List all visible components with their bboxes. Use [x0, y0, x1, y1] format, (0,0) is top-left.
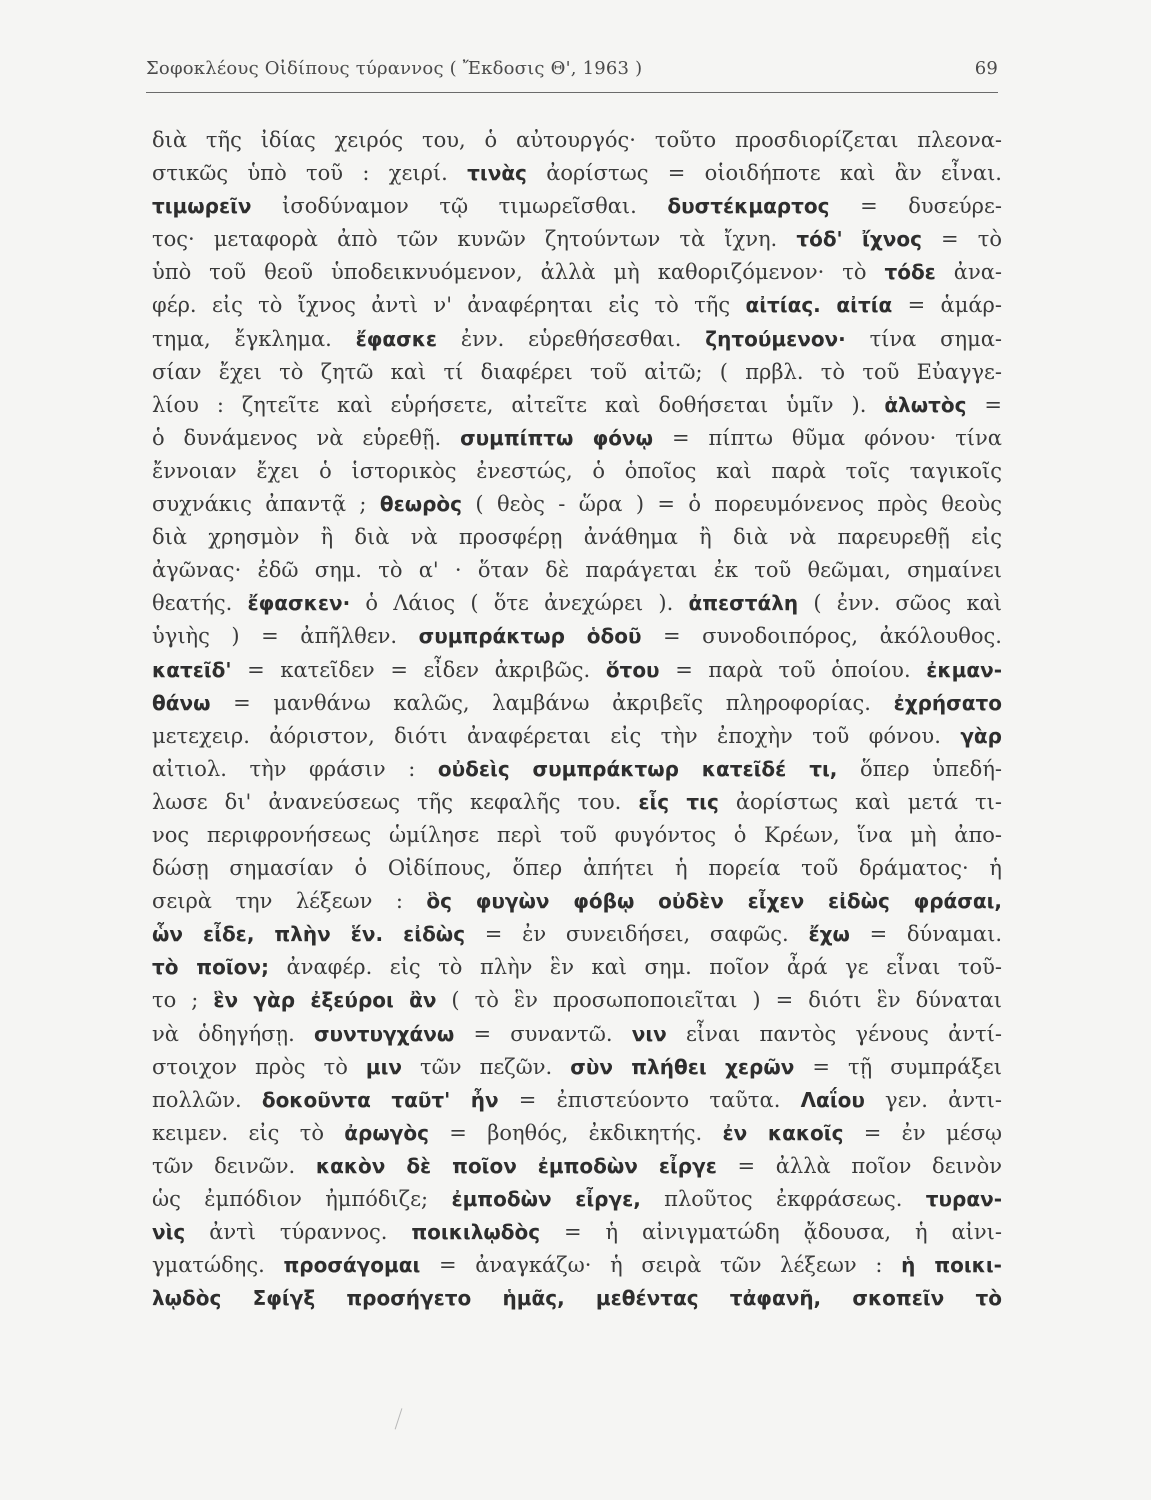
gloss-text: θεατής. — [152, 591, 248, 616]
text-line — [152, 1249, 1002, 1282]
gloss-text: αἰτιολ. τὴν φράσιν : — [152, 756, 438, 781]
gloss-text: = πίπτω θῦμα φόνου· τίνα — [653, 425, 1002, 450]
gloss-text: συχνάκις ἀπαντᾷ ; — [152, 492, 380, 517]
lemma-term: συμπίπτω φόνῳ — [460, 425, 654, 450]
header-rule — [146, 92, 998, 93]
lemma-term: ζητούμενον· — [705, 326, 846, 351]
gloss-text: ὡς ἐμπόδιον ἠμπόδιζε; — [152, 1187, 452, 1211]
lemma-term: κακὸν δὲ ποῖον ἐμποδὼν εἶργε — [315, 1153, 717, 1178]
gloss-text: τῶν δεινῶν. — [152, 1153, 316, 1178]
text-line — [152, 951, 1002, 984]
lemma-term: τόδ' ἴχνος — [796, 227, 922, 252]
lemma-term: σὺν πλήθει χερῶν — [570, 1054, 795, 1079]
lemma-term: δυστέκμαρτος — [667, 194, 830, 219]
text-line — [152, 554, 1002, 587]
gloss-text: στοιχον πρὸς τὸ — [152, 1054, 366, 1079]
gloss-text: = ἡ αἰνιγματώδη ᾄδουσα, ἡ αἰνι- — [540, 1220, 1002, 1245]
text-line — [152, 157, 1002, 190]
text-line — [152, 852, 1002, 885]
text-line — [152, 1084, 1002, 1117]
text-line — [152, 1018, 1002, 1051]
gloss-text: πολλῶν. — [152, 1087, 262, 1112]
gloss-text: = μανθάνω καλῶς, λαμβάνω ἀκριβεῖς πληροφορίας. — [210, 690, 894, 715]
lemma-term: ποικιλῳδὸς — [411, 1220, 541, 1245]
gloss-text: ἀγῶνας· ἐδῶ σημ. τὸ α' · ὅταν δὲ παράγεται ἐκ τοῦ θεῶμαι, σημαίνει — [152, 558, 1002, 583]
gloss-text: το ; — [152, 988, 214, 1013]
gloss-text: ( τὸ ἓν προσωποποιεῖται ) = διότι ἓν δύναται — [436, 988, 1002, 1013]
lemma-term: ἔφασκεν· — [247, 591, 351, 616]
lemma-term: μιν — [365, 1054, 403, 1079]
gloss-text: κειμεν. εἰς τὸ — [152, 1120, 345, 1145]
gloss-text: νὰ ὁδηγήσῃ. — [152, 1021, 314, 1046]
text-line — [152, 1051, 1002, 1084]
text-line — [152, 1216, 1002, 1249]
lemma-term: συμπράκτωρ ὁδοῦ — [418, 624, 642, 649]
text-line — [152, 289, 1002, 322]
lemma-term: ἐχρήσατο — [893, 690, 1002, 715]
lemma-term: ὃς φυγὼν φόβῳ οὐδὲν εἶχεν εἰδὼς φράσαι, — [426, 889, 1002, 914]
gloss-text: διὰ χρησμὸν ἢ διὰ νὰ προσφέρῃ ἀνάθημα ἢ διὰ νὰ παρευρεθῇ εἰς — [152, 525, 1002, 550]
gloss-text: ὑπὸ τοῦ θεοῦ ὑποδεικνυόμενον, ἀλλὰ μὴ καθοριζόμενον· τὸ — [152, 260, 885, 285]
lemma-term: ἔχω — [808, 922, 850, 947]
gloss-text: ὁ δυνάμενος νὰ εὑρεθῇ. — [152, 425, 461, 450]
lemma-term: προσάγομαι — [283, 1253, 421, 1278]
gloss-text: = ἀναγκάζω· ἡ σειρὰ τῶν λέξεων : — [420, 1253, 902, 1278]
lemma-term: οὐδεὶς συμπράκτωρ κατεῖδέ τι, — [437, 756, 838, 781]
text-line — [152, 223, 1002, 256]
gloss-text: στικῶς ὑπὸ τοῦ : χειρί. — [152, 161, 468, 186]
lemma-term: ὧν εἶδε, πλὴν ἕν. εἰδὼς — [152, 922, 466, 947]
lemma-term: συντυγχάνω — [313, 1021, 455, 1046]
lemma-term: γὰρ — [960, 723, 1002, 748]
lemma-term: νιν — [631, 1021, 667, 1046]
lemma-term: ὅτου — [605, 657, 660, 682]
text-line — [152, 885, 1002, 918]
lemma-term: ἀπεστάλη — [688, 591, 799, 616]
gloss-text: = δυσεύρε- — [829, 194, 1002, 219]
lemma-term: Λαΐου — [800, 1087, 865, 1112]
text-line — [152, 984, 1002, 1017]
page-number: 69 — [974, 58, 998, 79]
gloss-text: = ἐπιστεύοντο ταῦτα. — [498, 1087, 801, 1112]
gloss-text: τῶν πεζῶν. — [402, 1054, 571, 1079]
gloss-text: = κατεῖδεν = εἶδεν ἀκριβῶς. — [231, 657, 606, 682]
text-line — [152, 786, 1002, 819]
text-line — [152, 455, 1002, 488]
text-line — [152, 620, 1002, 653]
text-line — [152, 256, 1002, 289]
gloss-text: = ἀλλὰ ποῖον δεινὸν — [716, 1153, 1002, 1178]
lemma-term: ἐκμαν- — [926, 657, 1002, 682]
gloss-text: ὑγιὴς ) = ἀπῆλθεν. — [152, 624, 419, 649]
gloss-text: τίνα σημα- — [845, 326, 1002, 351]
stray-mark — [395, 1408, 404, 1430]
gloss-text: μετεχειρ. ἀόριστον, διότι ἀναφέρεται εἰς τὴν ἐποχὴν τοῦ φόνου. — [152, 723, 961, 748]
gloss-text: ἀορίστως καὶ μετά τι- — [718, 789, 1002, 814]
lemma-term: θεωρὸς — [379, 492, 463, 517]
gloss-text: ἀναφέρ. εἰς τὸ πλὴν ἓν καὶ σημ. ποῖον ἆρά γε εἶναι τοῦ- — [269, 955, 1002, 980]
text-line — [152, 488, 1002, 521]
lemma-term: τινὰς — [467, 161, 527, 186]
running-header — [146, 58, 998, 90]
gloss-text: νος περιφρονήσεως ὡμίλησε περὶ τοῦ φυγόντος ὁ Κρέων, ἵνα μὴ ἀπο- — [152, 822, 1002, 847]
text-line — [152, 587, 1002, 620]
text-line — [152, 1150, 1002, 1183]
lemma-term: εἷς τις — [638, 789, 719, 814]
gloss-text: πλοῦτος ἐκφράσεως. — [640, 1187, 926, 1211]
gloss-text: = δύναμαι. — [849, 922, 1002, 947]
gloss-text: γματώδης. — [152, 1253, 284, 1278]
gloss-text: ἔννοιαν ἔχει ὁ ἱστορικὸς ἐνεστώς, ὁ ὁποῖος καὶ παρὰ τοῖς ταγικοῖς — [152, 458, 1002, 483]
lemma-term: ἔφασκε — [355, 326, 438, 351]
header-title: Σοφοκλέους Οἰδίπους τύραννος ( Ἔκδοσις Θ', 1963 ) — [146, 58, 643, 79]
lemma-term: τὸ ποῖον; — [152, 955, 270, 980]
text-line — [152, 720, 1002, 753]
gloss-text: = παρὰ τοῦ ὁποίου. — [659, 657, 927, 682]
text-line — [152, 389, 1002, 422]
gloss-text: φέρ. εἰς τὸ ἴχνος ἀντὶ ν' ἀναφέρηται εἰς τὸ τῆς — [152, 293, 746, 318]
lemma-term: τυραν- — [925, 1187, 1002, 1211]
lemma-term: κατεῖδ' — [152, 657, 232, 682]
gloss-text: τος· μεταφορὰ ἀπὸ τῶν κυνῶν ζητούντων τὰ ἴχνη. — [152, 227, 797, 252]
gloss-text: ἀνα- — [935, 260, 1002, 285]
gloss-text: = συναντῶ. — [454, 1021, 632, 1046]
text-line — [152, 1282, 1002, 1315]
lemma-term: τόδε — [884, 260, 936, 285]
gloss-text: = βοηθός, ἐκδικητής. — [428, 1120, 723, 1145]
text-line — [152, 1183, 1002, 1216]
text-line — [152, 1117, 1002, 1150]
lemma-term: ἐν κακοῖς — [722, 1120, 844, 1145]
gloss-text: δώσῃ σημασίαν ὁ Οἰδίπους, ὅπερ ἀπήτει ἡ πορεία τοῦ δράματος· ἡ — [152, 856, 1002, 881]
gloss-text: σειρὰ την λέξεων : — [152, 889, 427, 914]
gloss-text: ( θεὸς - ὥρα ) = ὁ πορευμόνενος πρὸς θεοὺς — [462, 492, 1002, 517]
lemma-term: ἐμποδὼν εἶργε, — [451, 1187, 641, 1211]
gloss-text: = ἐν μέσῳ — [843, 1120, 1002, 1145]
lemma-term: ἁλωτὸς — [884, 392, 967, 417]
text-line — [152, 422, 1002, 455]
lemma-term: θάνω — [152, 690, 211, 715]
text-line — [152, 654, 1002, 687]
gloss-text: ἐνν. εὑρεθήσεσθαι. — [437, 326, 706, 351]
gloss-text: ὅπερ ὑπεδή- — [837, 756, 1002, 781]
text-line — [152, 687, 1002, 720]
text-line — [152, 819, 1002, 852]
gloss-text: λίου : ζητεῖτε καὶ εὑρήσετε, αἰτεῖτε καὶ δοθήσεται ὑμῖν ). — [152, 392, 885, 417]
gloss-text: = ἁμάρ- — [892, 293, 1002, 318]
gloss-text: τημα, ἔγκλημα. — [152, 326, 356, 351]
gloss-text: ὁ Λάιος ( ὅτε ἀνεχώρει ). — [350, 591, 689, 616]
lemma-term: δοκοῦντα ταῦτ' ἦν — [261, 1087, 499, 1112]
commentary-text — [152, 124, 1002, 1315]
lemma-term: ἀρωγὸς — [344, 1120, 429, 1145]
gloss-text: = ἐν συνειδήσει, σαφῶς. — [465, 922, 809, 947]
gloss-text: διὰ τῆς ἰδίας χειρός του, ὁ αὐτουργός· τοῦτο προσδιορίζεται πλεονα- — [152, 128, 1002, 152]
gloss-text: ἰσοδύναμον τῷ τιμωρεῖσθαι. — [251, 194, 668, 219]
gloss-text: = — [966, 392, 1002, 417]
gloss-text: εἶναι παντὸς γένους ἀντί- — [666, 1021, 1002, 1046]
text-line — [152, 521, 1002, 554]
text-line — [152, 753, 1002, 786]
gloss-text: = τῇ συμπράξει — [794, 1054, 1002, 1079]
lemma-term: νὶς — [152, 1220, 186, 1245]
gloss-text: σίαν ἔχει τὸ ζητῶ καὶ τί διαφέρει τοῦ αἰτῶ; ( πρβλ. τὸ τοῦ Εὐαγγε- — [152, 359, 1002, 384]
gloss-text: ἀορίστως = οἱοιδήποτε καὶ ἂν εἶναι. — [526, 161, 1002, 186]
lemma-term: αἰτίας. αἰτία — [745, 293, 893, 318]
text-line — [152, 323, 1002, 356]
lemma-term: τιμωρεῖν — [152, 194, 252, 219]
text-line — [152, 918, 1002, 951]
lemma-term: ἡ ποικι- — [901, 1253, 1002, 1278]
lemma-term: ἓν γὰρ ἐξεύροι ἂν — [213, 988, 437, 1013]
gloss-text: ἀντὶ τύραννος. — [185, 1220, 412, 1245]
gloss-text: ( ἐνν. σῶος καὶ — [798, 591, 1002, 616]
text-line — [152, 124, 1002, 157]
gloss-text: γεν. ἀντι- — [864, 1087, 1002, 1112]
text-line — [152, 190, 1002, 223]
text-line — [152, 356, 1002, 389]
gloss-text: λωσε δι' ἀνανεύσεως τῆς κεφαλῆς του. — [152, 789, 639, 814]
gloss-text: = συνοδοιπόρος, ἀκόλουθος. — [641, 624, 1002, 649]
lemma-term: λῳδὸς Σφίγξ προσήγετο ἡμᾶς, μεθέντας τἀφανῆ, σκοπεῖν τὸ — [152, 1286, 1002, 1311]
gloss-text: = τὸ — [921, 227, 1002, 252]
